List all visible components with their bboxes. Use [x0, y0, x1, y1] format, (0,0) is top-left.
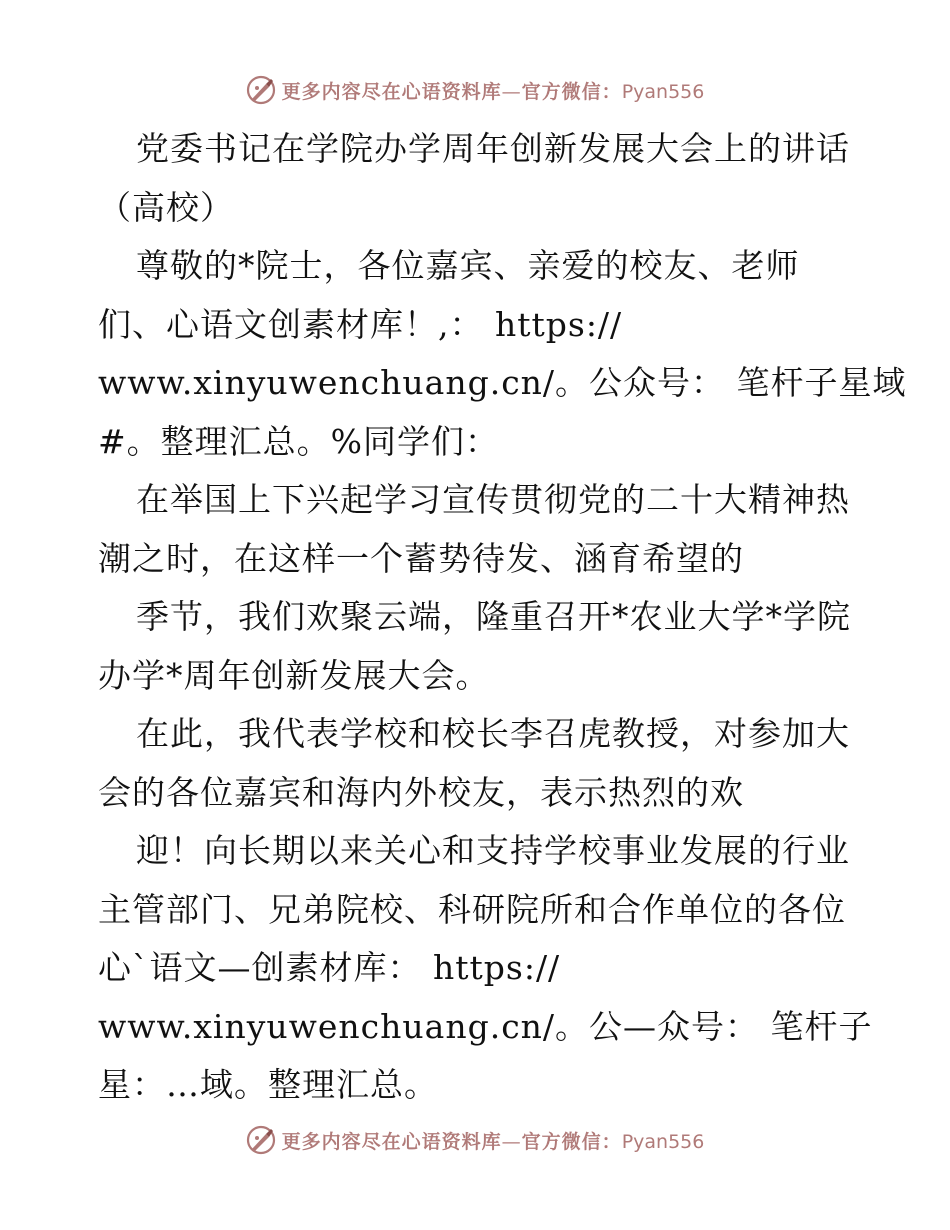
- text-line: 心`语文—创素材库： https://: [98, 948, 561, 987]
- footer-banner: [0, 1120, 950, 1160]
- text-line: 迎！向长期以来关心和支持学校事业发展的行业: [136, 831, 850, 870]
- quill-pen-logo-icon: [246, 1125, 276, 1155]
- text-line: 尊敬的*院士，各位嘉宾、亲爱的校友、老师: [136, 246, 800, 285]
- text-line: 办学*周年创新发展大会。: [98, 655, 490, 695]
- banner-text: 更多内容尽在心语资料库—官方微信：Pyan556: [281, 80, 705, 103]
- quill-pen-logo-icon: [246, 75, 276, 105]
- document-subtitle: （高校）: [98, 187, 234, 227]
- text-line: 季节，我们欢聚云端，隆重召开*农业大学*学院: [136, 597, 851, 636]
- text-line: 会的各位嘉宾和海内外校友，表示热烈的欢: [98, 772, 744, 812]
- document-body: [98, 120, 907, 1115]
- text-line: 主管部门、兄弟院校、科研院所和合作单位的各位: [98, 889, 846, 929]
- text-line: www.xinyuwenchuang.cn/。公众号： 笔杆子星域: [98, 363, 907, 402]
- text-line: 们、心语文创素材库！,： https://: [98, 304, 623, 344]
- document-title: 党委书记在学院办学周年创新发展大会上的讲话: [136, 129, 850, 168]
- text-line: #。整理汇总。%同学们：: [98, 421, 500, 461]
- banner-wechat-id: Pyan556: [621, 80, 705, 103]
- text-line: 潮之时，在这样一个蓄势待发、涵育希望的: [98, 538, 744, 578]
- banner-text: 更多内容尽在心语资料库—官方微信：Pyan556: [281, 1130, 705, 1153]
- banner-wechat-id: Pyan556: [621, 1130, 705, 1153]
- header-banner: [0, 70, 950, 110]
- text-line: www.xinyuwenchuang.cn/。公—众号： 笔杆子: [98, 1006, 873, 1046]
- text-line: 在此，我代表学校和校长李召虎教授，对参加大: [136, 714, 850, 753]
- text-line: 星：…域。整理汇总。: [98, 1065, 438, 1104]
- text-line: 在举国上下兴起学习宣传贯彻党的二十大精神热: [136, 480, 850, 519]
